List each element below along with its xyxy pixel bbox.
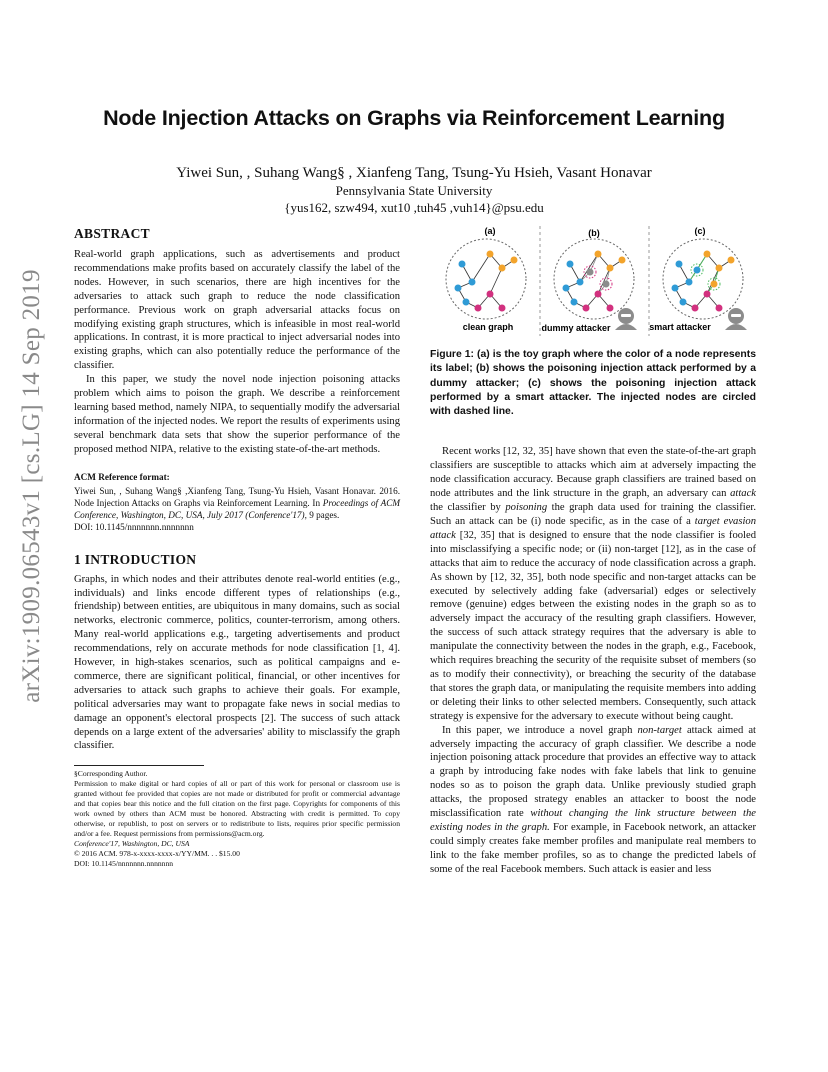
introduction-heading: 1 INTRODUCTION	[74, 551, 197, 567]
acm-reference-heading: ACM Reference format:	[74, 471, 170, 482]
corresponding-author-note: §Corresponding Author.	[74, 769, 148, 779]
injected-edges	[689, 254, 719, 294]
right-p2-text-b: attack aimed at adversely impacting the accuracy of graph classifier. We describe a node injection poisoning attack procedure that provides an effective way to attack a graph by introducing fake nodes with fake labels that link to genuine nodes so as to poison the graph data. Unlike previously studied graph attacks, the proposed strategy enables an attacker to boost the node misclassification rate	[430, 724, 756, 820]
right-p1-italic-1: attack	[730, 488, 756, 500]
dummy-attacker-label: dummy attacker	[541, 323, 611, 333]
panel-c-graph	[663, 239, 743, 319]
right-paragraph-1	[430, 445, 756, 723]
acm-reference	[74, 471, 400, 534]
author-emails: {yus162, szw494, xut10 ,tuh45 ,vuh14}@psu.edu	[284, 200, 544, 215]
acm-reference-doi: DOI: 10.1145/nnnnnnn.nnnnnnn	[74, 522, 194, 533]
right-p1-italic-3: target evasion attack	[430, 516, 756, 541]
right-p1-italic-2: poisoning	[505, 502, 548, 514]
right-p2-text-c: For example, in Facebook network, an attacker could simply creates fake member profiles and manipulate real members to link to the fake member profiles, so as to change the predicted labels of some of the real Facebook members. Such attack is easier and less	[430, 821, 756, 875]
magenta-nodes	[583, 291, 614, 312]
orange-nodes	[487, 251, 518, 272]
smart-attacker-label: smart attacker	[649, 322, 711, 332]
panel-a-label: (a)	[484, 226, 496, 236]
panel-b-graph	[554, 239, 634, 319]
right-p2-text-a: In this paper, we introduce a novel graph	[442, 724, 638, 736]
blue-nodes	[563, 261, 584, 306]
graph-boundary	[446, 239, 526, 319]
blue-nodes	[672, 261, 693, 306]
orange-nodes	[704, 251, 735, 272]
author-list: Yiwei Sun, , Suhang Wang§ , Xianfeng Tang, Tsung-Yu Hsieh, Vasant Honavar	[176, 165, 652, 181]
paper-title: Node Injection Attacks on Graphs via Reinforcement Learning	[103, 106, 725, 130]
footnote-doi: DOI: 10.1145/nnnnnnn.nnnnnnn	[74, 858, 174, 868]
conference-note: Conference'17, Washington, DC, USA	[74, 838, 190, 848]
blue-nodes	[455, 261, 476, 306]
acm-reference-venue: Proceedings of ACM Conference, Washington, DC, USA, July 2017 (Conference'17),	[74, 498, 400, 521]
right-p2-italic-2: without changing the link structure between the existing nodes in the graph.	[430, 808, 756, 833]
abstract-paragraph-2: In this paper, we study the novel node injection poisoning attacks problem which aims to poison the graph. We describe a reinforcement learning based method, namely NIPA, to sequentially modify the adversarial information of the injected nodes. We report the results of experiments using several benchmark data sets that show the superior performance of the proposed method NIPA, relative to the existing state-of-the-art methods.	[74, 374, 400, 455]
panel-c-label: (c)	[694, 226, 706, 236]
graph-boundary	[554, 239, 634, 319]
right-p1-text-d: [32, 35] that is designed to ensure that the node classifier is fooled into misclassifying a specific node; or (ii) non-target [12], as in the case of attacks that aim to reduce the accuracy of node classification across a graph. As shown by [12, 32, 35], both node specific and non-target attacks can be executed by selectively adding fake (adversarial) edges or selectively remove (genuine) edges between the existing nodes in the graph so as to adversely impact the accuracy of the resulting graph classifiers. However, the success of such attack strategy requires that the adversary is able to manipulate the connectivity between the nodes in the graph, e.g., Facebook, which requires breaching the security of the requisite subset of members (so as to modify their connectivity), or breaching the security of the database that stores the graph data, or manipulating the requisite members into adding or deleting their links to other selected members. Consequently, such attack strategy is expensive for the adversary to execute without being caught.	[430, 529, 756, 722]
copyright-note: © 2016 ACM. 978-x-xxxx-xxxx-x/YY/MM. . . $15.00	[74, 848, 240, 858]
right-p1-text-b: the classifier by	[430, 502, 506, 514]
affiliation: Pennsylvania State University	[335, 183, 493, 198]
acm-reference-pages: 9 pages.	[306, 510, 340, 521]
right-p2-italic-1: non-target	[637, 724, 682, 736]
panel-a-graph	[446, 239, 526, 319]
acm-reference-body	[74, 485, 400, 522]
abstract-heading: ABSTRACT	[74, 226, 150, 241]
abstract-paragraph-1: Real-world graph applications, such as advertisements and product recommendations make profits based on accurately classify the label of the nodes. However, in such scenarios, there are high incentives for the adversaries to attack such graph to reduce the node classification performance. Previous work on graph adversarial attacks focus on modifying existing graph structures, which is infeasible in most real-world applications. In contrast, it is more practical to inject adversarial nodes into existing graphs, which can also potentially reduce the performance of the classifier.	[74, 249, 400, 372]
figure-1	[430, 224, 756, 344]
right-column	[430, 224, 756, 877]
hacker-icon	[725, 308, 747, 330]
acm-reference-citation: Yiwei Sun, , Suhang Wang§ ,Xianfeng Tang, Tsung-Yu Hsieh, Vasant Honavar. 2016. Node Injection Attacks on Graphs via Reinforcement Learning. In	[74, 485, 400, 508]
footnote-block	[74, 765, 400, 868]
right-p1-text-c: the graph data used for training the classifier. Such an attack can be (i) node specific, as in the case of a	[430, 502, 756, 528]
figure-1-caption: Figure 1: (a) is the toy graph where the color of a node represents its label; (b) shows the poisoning injection attack performed by a dummy attacker; (c) shows the poisoning injection attack performed by a smart attacker. The injected nodes are circled with dashed line.	[430, 349, 756, 418]
magenta-nodes	[475, 291, 506, 312]
magenta-nodes	[692, 291, 723, 312]
clean-graph-label: clean graph	[462, 322, 514, 332]
footnote-rule	[74, 765, 204, 766]
figure-1-graphic	[430, 224, 756, 344]
permission-notice: Permission to make digital or hard copies of all or part of this work for personal or classroom use is granted without fee provided that copies are not made or distributed for profit or commercial advantage and that copies bear this notice and the full citation on the first page. Copyrights for components of this work owned by others than ACM must be honored. Abstracting with credit is permitted. To copy otherwise, or republish, to post on servers or to redistribute to lists, requires prior specific permission and/or a fee. Request permissions from permissions@acm.org.	[74, 779, 400, 838]
orange-nodes	[595, 251, 626, 272]
left-column	[74, 226, 400, 868]
arxiv-margin-stamp: arXiv:1909.06543v1 [cs.LG] 14 Sep 2019	[18, 269, 45, 703]
graph-boundary	[663, 239, 743, 319]
introduction-paragraph-1: Graphs, in which nodes and their attributes denote real-world entities (e.g., individuals) and links encode different types of relationships (e.g., friendship) between entities, are ubiquitous in many domains, such as social networks, electronic commerce, politics, counter-terrorism, among others. Many real-world applications e.g., targeting advertisements and product recommendations, rely on accurate methods for node classification [1, 4]. However, in high-stakes scenarios, such as political campaigns and e-commerce, there are significant political, financial, or other incentives for adversaries to attack such graphs to achieve their goals. For example, political adversaries may want to propagate fake news in social medias to damage an opponent's electoral prospects [2]. The success of such attack depends on a large extent of the adversaries' ability to misclassify the graph classifier.	[74, 573, 400, 752]
right-paragraph-2	[430, 724, 756, 877]
right-p1-text-a: Recent works [12, 32, 35] have shown that even the state-of-the-art graph classifiers are susceptible to attacks which aim at adversely impacting the node classification accuracy. Because graph classifiers are trained based on node attributes and the link structure in the graph, an adversary can	[430, 446, 756, 500]
panel-b-label: (b)	[588, 228, 600, 238]
